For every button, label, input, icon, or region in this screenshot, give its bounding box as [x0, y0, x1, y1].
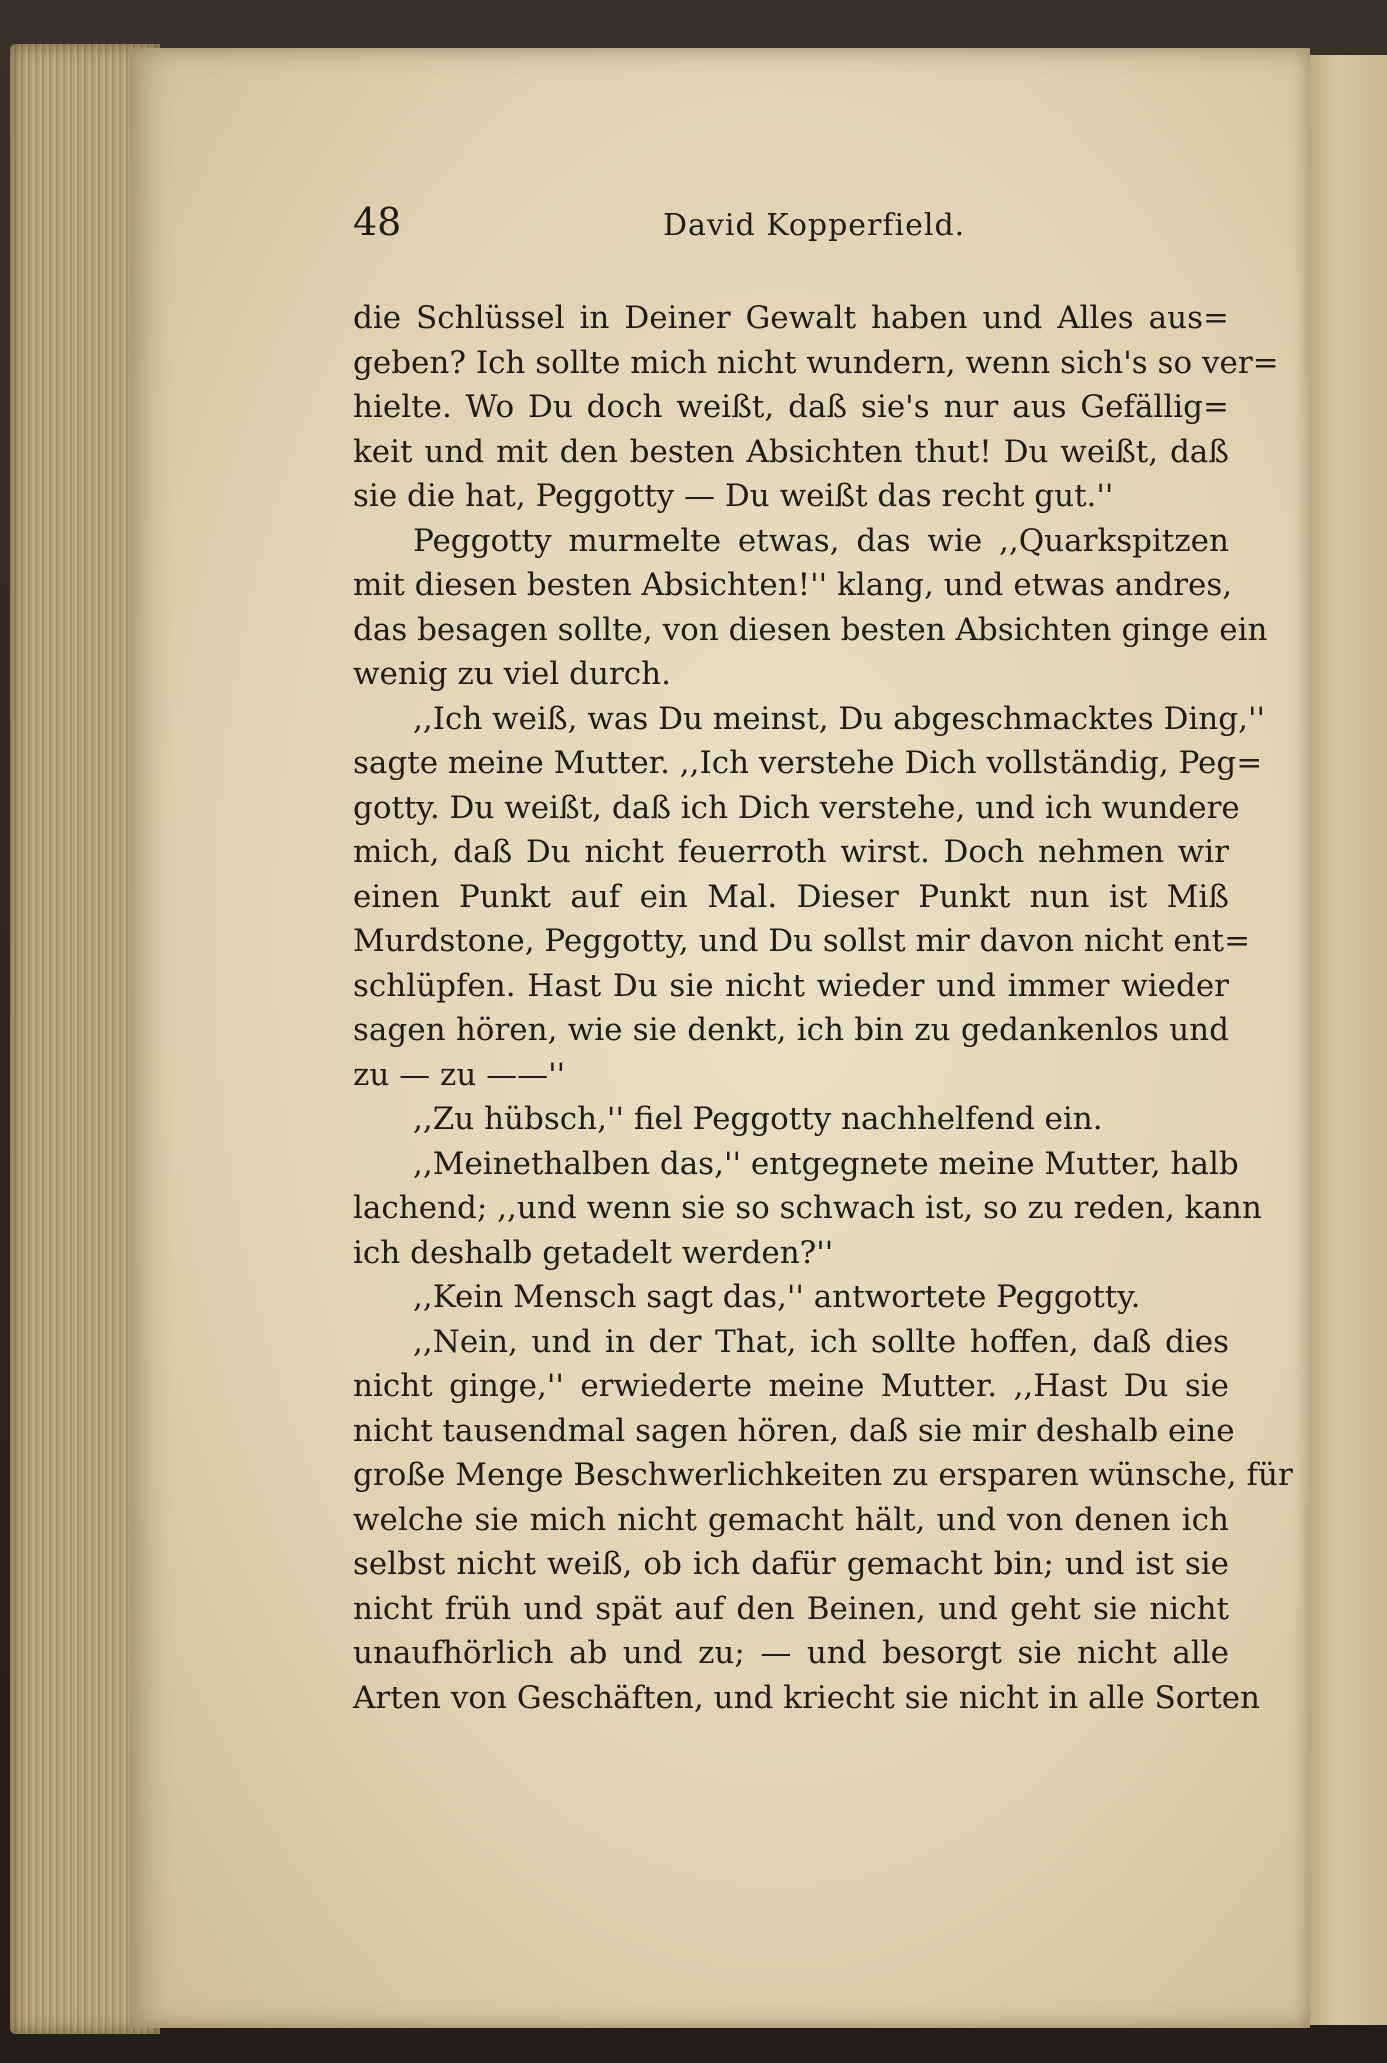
text-line: gotty. Du weißt, daß ich Dich verstehe, und ich wundere	[353, 789, 1240, 826]
text-line: ich deshalb getadelt werden?''	[353, 1234, 834, 1271]
text-line: Peggotty murmelte etwas, das wie ,,Quarkspitzen	[413, 522, 1229, 559]
text-line: nicht früh und spät auf den Beinen, und geht sie nicht	[353, 1590, 1229, 1627]
text-line: zu — zu ——''	[353, 1056, 566, 1093]
text-line: lachend; ,,und wenn sie so schwach ist, so zu reden, kann	[353, 1190, 1262, 1226]
text-line: ,,Meinethalben das,'' entgegnete meine Mutter, halb	[413, 1145, 1239, 1182]
text-line: Murdstone, Peggotty, und Du sollst mir davon nicht ent=	[353, 923, 1251, 959]
text-line: wenig zu viel durch.	[353, 656, 671, 692]
text-line: mit diesen besten Absichten!'' klang, und etwas andres,	[353, 567, 1233, 603]
text-line: welche sie mich nicht gemacht hält, und von denen ich	[353, 1501, 1229, 1538]
text-line: selbst nicht weiß, ob ich dafür gemacht bin; und ist sie	[353, 1546, 1229, 1582]
running-title: David Kopperfield.	[663, 208, 966, 243]
text-line: keit und mit den besten Absichten thut! Du weißt, daß	[353, 433, 1229, 470]
text-line: geben? Ich sollte mich nicht wundern, wenn sich's so ver=	[353, 344, 1279, 381]
text-line: ,,Nein, und in der That, ich sollte hoffen, daß dies	[413, 1323, 1229, 1360]
page-number: 48	[353, 200, 402, 244]
text-line: ,,Zu hübsch,'' fiel Peggotty nachhelfend ein.	[413, 1101, 1103, 1137]
text-line: sagte meine Mutter. ,,Ich verstehe Dich vollständig, Peg=	[353, 745, 1263, 781]
page-header	[353, 200, 1233, 260]
body-text	[353, 296, 1293, 1720]
text-line: unaufhörlich ab und zu; — und besorgt sie nicht alle	[353, 1635, 1229, 1671]
text-line: ,,Ich weiß, was Du meinst, Du abgeschmacktes Ding,''	[413, 700, 1265, 737]
text-line: mich, daß Du nicht feuerroth wirst. Doch nehmen wir	[353, 834, 1229, 870]
facing-page-edge	[1300, 55, 1387, 2025]
text-line: Arten von Geschäften, und kriecht sie nicht in alle Sorten	[353, 1679, 1261, 1716]
text-line: hielte. Wo Du doch weißt, daß sie's nur aus Gefällig=	[353, 389, 1229, 425]
text-line: nicht ginge,'' erwiederte meine Mutter. ,,Hast Du sie	[353, 1368, 1229, 1404]
text-line: einen Punkt auf ein Mal. Dieser Punkt nun ist Miß	[353, 878, 1229, 915]
text-line: schlüpfen. Hast Du sie nicht wieder und immer wieder	[353, 967, 1229, 1004]
text-line: die Schlüssel in Deiner Gewalt haben und Alles aus=	[353, 300, 1229, 336]
text-line: ,,Kein Mensch sagt das,'' antwortete Peggotty.	[413, 1279, 1141, 1315]
text-line: große Menge Beschwerlichkeiten zu ersparen wünsche, für	[353, 1457, 1293, 1493]
text-line: sie die hat, Peggotty — Du weißt das recht gut.''	[353, 478, 1114, 514]
text-line: das besagen sollte, von diesen besten Absichten ginge ein	[353, 611, 1268, 648]
text-line: sagen hören, wie sie denkt, ich bin zu gedankenlos und	[353, 1012, 1229, 1048]
text-line: nicht tausendmal sagen hören, daß sie mir deshalb eine	[353, 1412, 1235, 1449]
